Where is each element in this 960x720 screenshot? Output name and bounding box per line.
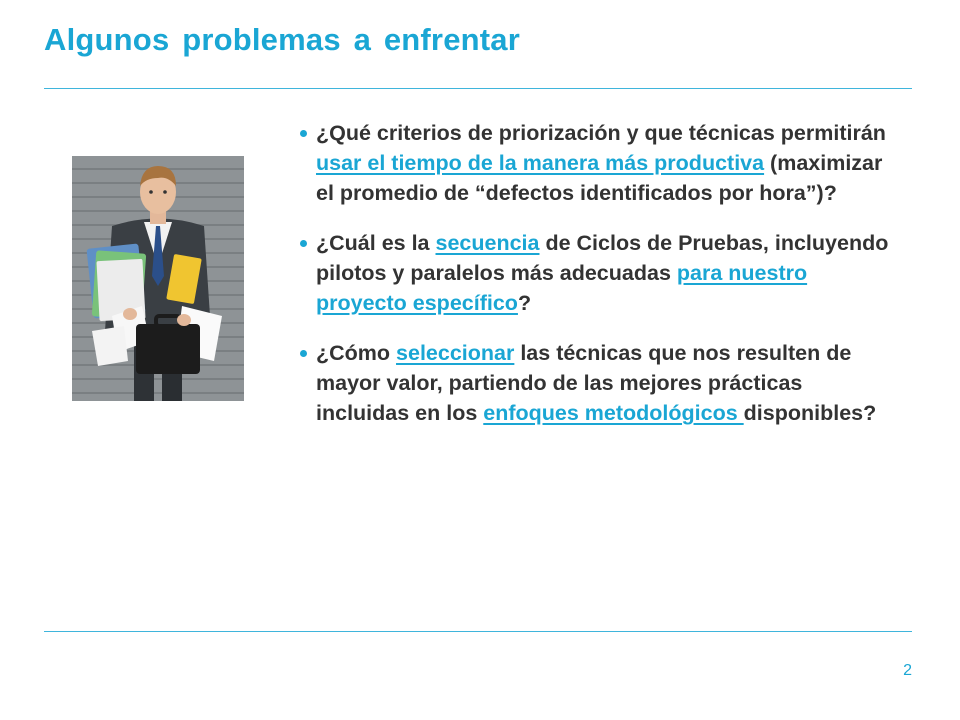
bottom-divider [44, 631, 912, 632]
page-number: 2 [903, 662, 912, 679]
bullet-text: ¿Cómo [316, 341, 397, 365]
bullet-text: disponibles? [743, 401, 877, 425]
bullet-text: las técnicas que nos resulten de mayor valor, partiendo de las mejores prácticas incluidas en los [316, 341, 852, 425]
bullet-item [300, 338, 900, 428]
businessman-photo [72, 156, 244, 401]
bullet-item [300, 228, 900, 318]
bullet-list [300, 118, 900, 448]
bullet-dot-icon [300, 350, 307, 357]
bullet-text: ¿Cuál es la [316, 231, 436, 255]
bullet-link[interactable]: secuencia [435, 231, 540, 255]
bullet-text: (maximizar el promedio de “defectos identificados por hora”)? [316, 151, 883, 205]
bullet-dot-icon [300, 130, 307, 137]
bullet-text: ¿Qué criterios de priorización y que técnicas permitirán [316, 121, 886, 145]
top-divider [44, 88, 912, 89]
bullet-link[interactable]: para nuestro proyecto específico [316, 261, 808, 315]
bullet-text: de Ciclos de Pruebas, incluyendo pilotos y paralelos más adecuadas [316, 231, 889, 285]
bullet-link[interactable]: usar el tiempo de la manera más productiva [316, 151, 765, 175]
bullet-link[interactable]: seleccionar [396, 341, 515, 365]
bullet-item [300, 118, 900, 208]
bullet-link[interactable]: enfoques metodológicos [483, 401, 744, 425]
bullet-dot-icon [300, 240, 307, 247]
bullet-text: ? [517, 291, 532, 315]
slide-title: Algunos problemas a enfrentar [44, 22, 521, 57]
businessman-with-briefcase-and-folders-photo-icon [72, 156, 244, 401]
